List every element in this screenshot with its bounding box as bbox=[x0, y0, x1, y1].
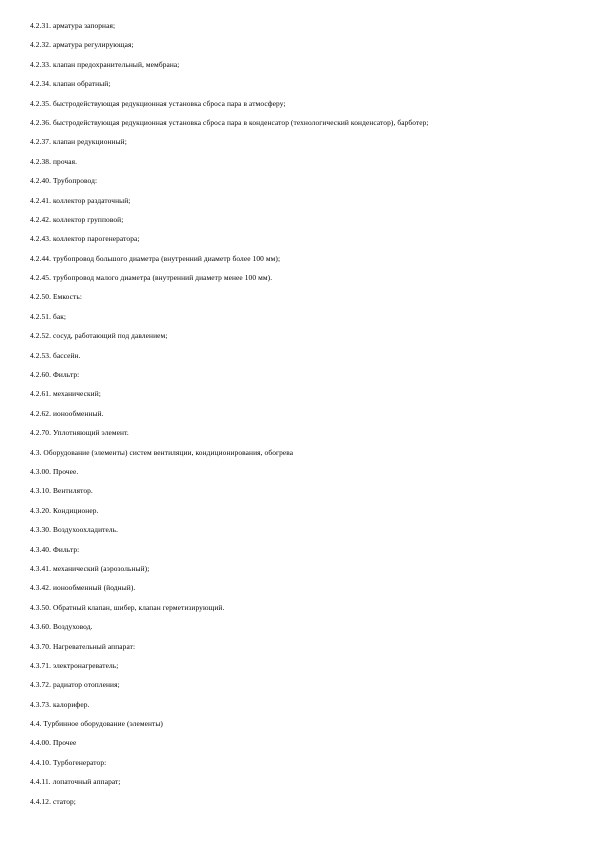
list-item: 4.2.36. быстродействующая редукционная установка сброса пара в конденсатор (технологический конденсатор), барботер; bbox=[30, 117, 429, 127]
section-heading: 4.4. Турбинное оборудование (элементы) bbox=[30, 719, 163, 729]
list-item: 4.2.31. арматура запорная; bbox=[30, 21, 116, 30]
list-item: 4.4.12. статор; bbox=[30, 796, 76, 806]
list-item: 4.2.35. быстродействующая редукционная установка сброса пара в атмосферу; bbox=[30, 98, 286, 108]
section-heading: 4.3. Оборудование (элементы) систем вентиляции, кондиционирования, обогрева bbox=[30, 447, 294, 457]
list-item: 4.3.73. калорифер. bbox=[30, 699, 90, 709]
list-item: 4.3.72. радиатор отопления; bbox=[30, 680, 120, 690]
list-item: 4.3.00. Прочее. bbox=[30, 466, 79, 476]
list-item: 4.3.42. ионообменный (йодный). bbox=[30, 583, 136, 593]
list-item: 4.2.34. клапан обратный; bbox=[30, 79, 111, 89]
list-item: 4.3.50. Обратный клапан, шибер, клапан герметизирующий. bbox=[30, 602, 225, 612]
list-item: 4.2.41. коллектор раздаточный; bbox=[30, 195, 131, 205]
list-item: 4.2.38. прочая. bbox=[30, 156, 78, 166]
list-item: 4.3.20. Кондиционер. bbox=[30, 505, 99, 515]
document-page bbox=[30, 16, 570, 811]
list-item: 4.4.10. Турбогенератор: bbox=[30, 757, 107, 767]
list-item: 4.2.44. трубопровод большого диаметра (внутренний диаметр более 100 мм); bbox=[30, 253, 281, 263]
list-item: 4.2.70. Уплотняющий элемент. bbox=[30, 428, 129, 438]
list-item: 4.3.10. Вентилятор. bbox=[30, 486, 93, 496]
list-item: 4.3.71. электронагреватель; bbox=[30, 660, 119, 670]
list-item: 4.2.42. коллектор групповой; bbox=[30, 214, 124, 224]
list-item: 4.3.30. Воздухоохладитель. bbox=[30, 525, 119, 535]
list-item: 4.2.62. ионообменный. bbox=[30, 408, 104, 418]
list-item: 4.2.61. механический; bbox=[30, 389, 101, 399]
list-item: 4.2.52. сосуд, работающий под давлением; bbox=[30, 331, 168, 341]
list-item: 4.2.32. арматура регулирующая; bbox=[30, 40, 134, 50]
list-item: 4.3.40. Фильтр: bbox=[30, 544, 80, 554]
list-item: 4.2.50. Емкость: bbox=[30, 292, 82, 302]
list-item: 4.2.45. трубопровод малого диаметра (внутренний диаметр менее 100 мм). bbox=[30, 273, 273, 283]
list-item: 4.3.70. Нагревательный аппарат: bbox=[30, 641, 136, 651]
list-item: 4.2.51. бак; bbox=[30, 311, 67, 321]
list-item: 4.2.40. Трубопровод: bbox=[30, 176, 98, 186]
list-item: 4.2.37. клапан редукционный; bbox=[30, 137, 127, 147]
list-item: 4.2.60. Фильтр: bbox=[30, 370, 80, 380]
list-item: 4.3.60. Воздуховод. bbox=[30, 622, 93, 632]
list-item: 4.2.33. клапан предохранительный, мембрана; bbox=[30, 59, 180, 69]
list-item: 4.4.00. Прочее bbox=[30, 738, 77, 748]
list-item: 4.2.53. бассейн. bbox=[30, 350, 81, 360]
list-item: 4.3.41. механический (аэрозольный); bbox=[30, 563, 150, 573]
list-item: 4.4.11. лопаточный аппарат; bbox=[30, 777, 121, 787]
list-item: 4.2.43. коллектор парогенератора; bbox=[30, 234, 140, 244]
